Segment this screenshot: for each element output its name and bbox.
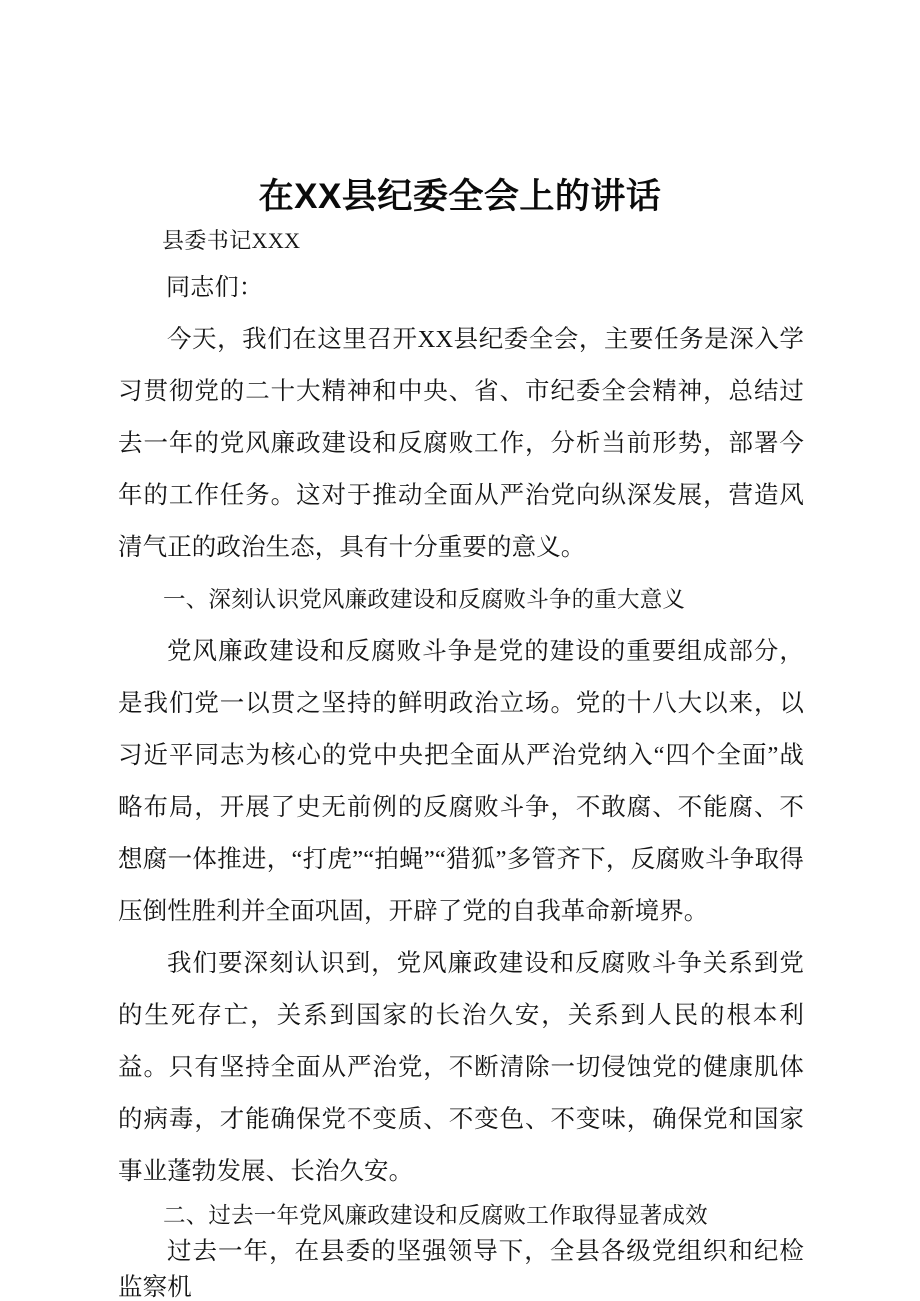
salutation: 同志们：	[166, 275, 264, 301]
paragraph-section1-2: 我们要深刻认识到，党风廉政建设和反腐败斗争关系到党的生死存亡，关系到国家的长治久安，关系到人民的根本利益。只有坚持全面从严治党，不断清除一切侵蚀党的健康肌体的病毒，才能确保党不变质、不变色、不变味，确保党和国家事业蓬勃发展、长治久安。	[118, 950, 804, 1185]
section-heading-1: 一、深刻认识党风廉政建设和反腐败斗争的重大意义	[163, 587, 686, 612]
paragraph-intro: 今天，我们在这里召开XX县纪委全会，主要任务是深入学习贯彻党的二十大精神和中央、省、市纪委全会精神，总结过去一年的党风廉政建设和反腐败工作，分析当前形势，部署今年的工作任务。这对于推动全面从严治党向纵深发展，营造风清气正的政治生态，具有十分重要的意义。	[118, 326, 804, 561]
paragraph-section2-1: 过去一年，在县委的坚强领导下，全县各级党组织和纪检监察机	[118, 1238, 804, 1301]
page-title: 在XX县纪委全会上的讲话	[258, 177, 662, 217]
section-heading-2: 二、过去一年党风廉政建设和反腐败工作取得显著成效	[163, 1203, 708, 1228]
paragraph-section1-1: 党风廉政建设和反腐败斗争是党的建设的重要组成部分，是我们党一以贯之坚持的鲜明政治立场。党的十八大以来，以习近平同志为核心的党中央把全面从严治党纳入“四个全面”战略布局，开展了史无前例的反腐败斗争，不敢腐、不能腐、不想腐一体推进，“打虎”“拍蝇”“猎狐”多管齐下，反腐败斗争取得压倒性胜利并全面巩固，开辟了党的自我革命新境界。	[118, 638, 804, 925]
document-body	[118, 314, 804, 1301]
byline: 县委书记XXX	[162, 228, 301, 253]
